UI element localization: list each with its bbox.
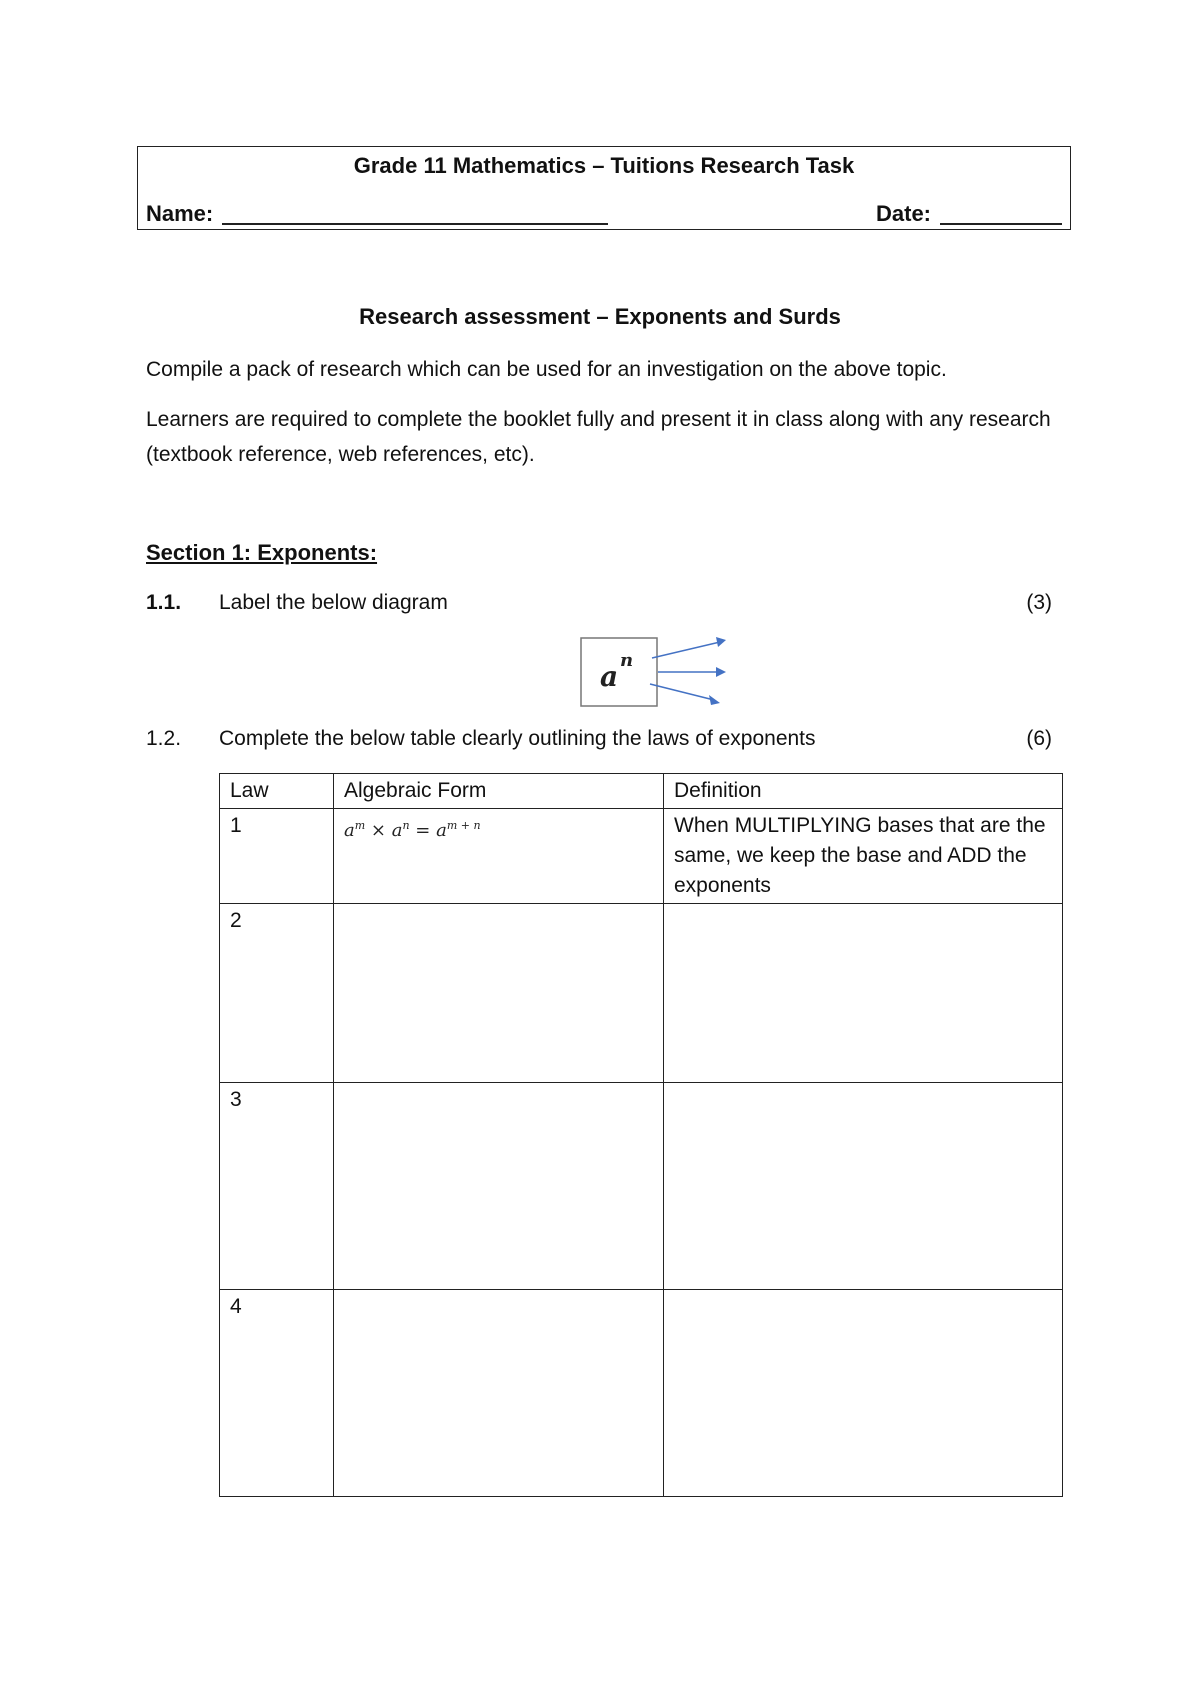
date-field-line[interactable]: [940, 201, 1062, 225]
instruction-paragraph-2: Learners are required to complete the booklet fully and present it in class along with any research (textbook reference, web references, etc).: [146, 408, 1051, 466]
diagram-arrows: [650, 637, 726, 705]
diagram-box: [581, 638, 657, 706]
header-algebraic-form: Algebraic Form: [334, 774, 664, 809]
question-text-1-1: Label the below diagram: [219, 591, 448, 614]
table-row: [220, 809, 1063, 904]
law-number: 4: [220, 1290, 334, 1497]
header-law: Law: [220, 774, 334, 809]
law-number: 2: [220, 904, 334, 1083]
algebraic-form-cell[interactable]: [334, 904, 664, 1083]
definition-cell[interactable]: [664, 904, 1063, 1083]
question-number-1-1: 1.1.: [146, 591, 182, 614]
section-title: Section 1: Exponents:: [146, 540, 378, 565]
table-row: [220, 904, 1063, 1083]
arrow-up-head: [716, 637, 726, 647]
table-row: [220, 1290, 1063, 1497]
law-number: 1: [220, 809, 334, 904]
name-field-line[interactable]: [222, 201, 608, 225]
question-number-1-2: 1.2.: [146, 727, 182, 750]
arrow-up-line: [652, 642, 720, 658]
question-marks-1-2: (6): [1026, 727, 1052, 750]
definition-cell[interactable]: [664, 1290, 1063, 1497]
arrow-down-head: [709, 695, 720, 705]
definition-cell[interactable]: [664, 1083, 1063, 1290]
name-label: Name:: [146, 201, 214, 226]
algebraic-form-cell[interactable]: [334, 1290, 664, 1497]
algebraic-form-cell[interactable]: [334, 1083, 664, 1290]
table-header-row: [220, 774, 1063, 809]
formula-multiplication-law: $a^m \times a^n = a^{m + n}$: [344, 819, 481, 841]
arrow-right-head: [716, 667, 726, 677]
law-number: 3: [220, 1083, 334, 1290]
document-title: Grade 11 Mathematics – Tuitions Research Task: [353, 153, 855, 178]
date-label: Date:: [876, 201, 932, 226]
definition-cell: When MULTIPLYING bases that are the same, we keep the base and ADD the exponents: [664, 809, 1063, 904]
exponent-diagram: [580, 636, 730, 708]
question-text-1-2: Complete the below table clearly outlining the laws of exponents: [219, 727, 816, 750]
assessment-heading: Research assessment – Exponents and Surds: [359, 304, 841, 329]
instruction-paragraph-1: Compile a pack of research which can be used for an investigation on the above topic.: [146, 358, 947, 381]
algebraic-form-cell: [334, 809, 664, 904]
question-marks-1-1: (3): [1026, 591, 1052, 614]
header-definition: Definition: [664, 774, 1063, 809]
laws-table: [219, 773, 1063, 1497]
header-box: [137, 146, 1071, 230]
diagram-exponent: n: [620, 650, 634, 671]
table-row: [220, 1083, 1063, 1290]
arrow-down-line: [650, 684, 714, 700]
diagram-base: a: [600, 660, 619, 693]
